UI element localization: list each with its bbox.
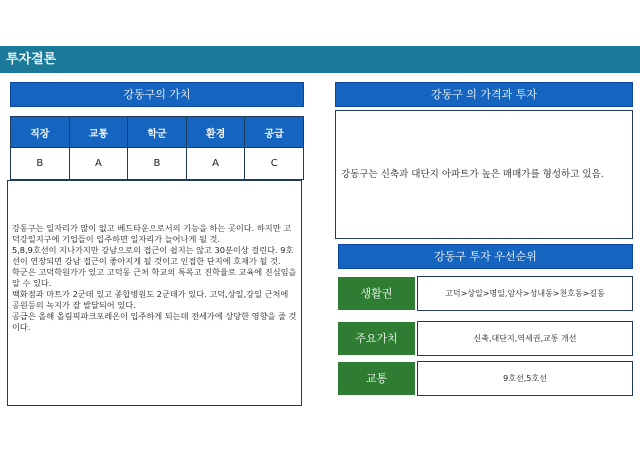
- price-text: 강동구는 신축과 대단지 아파트가 높은 매매가를 형성하고 있음.: [341, 169, 604, 180]
- page-title: 투자결론: [0, 46, 640, 73]
- priority-value-transport: 9호선,5호선: [417, 361, 633, 396]
- priority-value-living: 고덕>상일>명일,암사>성내동>천호동>길동: [417, 276, 633, 311]
- priority-heading: 강동구 투자 우선순위: [338, 244, 633, 269]
- header-school: 학군: [128, 117, 187, 148]
- desc-school: 학군은 고덕학원가가 있고 고덕동 근처 학교의 특목고 진학율로 교육에 진심임을 알 수 있다.: [12, 267, 297, 288]
- rating-job: B: [11, 148, 70, 180]
- desc-transport: 5,8,9호선이 지나가지만 강남으로의 접근이 쉽지는 않고 30분이상 걸린다. 9호선이 연장되면 강남 접근이 좋아지게 될 것이고 인접한 단지에 호재가 될 것.: [12, 245, 294, 266]
- value-description: [7, 180, 302, 406]
- priority-label-living: 생활권: [338, 277, 415, 310]
- value-rating-table: [10, 116, 304, 180]
- rating-school: B: [128, 148, 187, 180]
- header-supply: 공급: [245, 117, 304, 148]
- priority-value-key-value: 신축,대단지,역세권,교통 개선: [417, 321, 633, 356]
- header-job: 직장: [11, 117, 70, 148]
- rating-supply: C: [245, 148, 304, 180]
- desc-supply: 공급은 올해 올림픽파크포레온이 입주하게 되는데 전세가에 상당한 영향을 줄 것이다.: [12, 311, 297, 332]
- priority-label-transport: 교통: [338, 362, 415, 395]
- value-heading: 강동구의 가치: [10, 82, 304, 107]
- header-transport: 교통: [69, 117, 128, 148]
- desc-environment: 백화점과 마트가 2군데 있고 종합병원도 2군데가 있다. 고덕,상일,강일 근처에 공원등의 녹지가 잘 발달되어 있다.: [12, 289, 289, 310]
- rating-transport: A: [69, 148, 128, 180]
- header-environment: 환경: [186, 117, 245, 148]
- price-text-box: [335, 110, 633, 239]
- desc-jobs: 강동구는 일자리가 많이 없고 베드타운으로서의 기능을 하는 곳이다. 하지만 고덕강일지구에 기업들이 입주하면 일자리가 늘어나게 될 것.: [12, 223, 292, 244]
- rating-environment: A: [186, 148, 245, 180]
- priority-label-key-value: 주요가치: [338, 322, 415, 355]
- price-heading: 강동구 의 가격과 투자: [335, 82, 633, 107]
